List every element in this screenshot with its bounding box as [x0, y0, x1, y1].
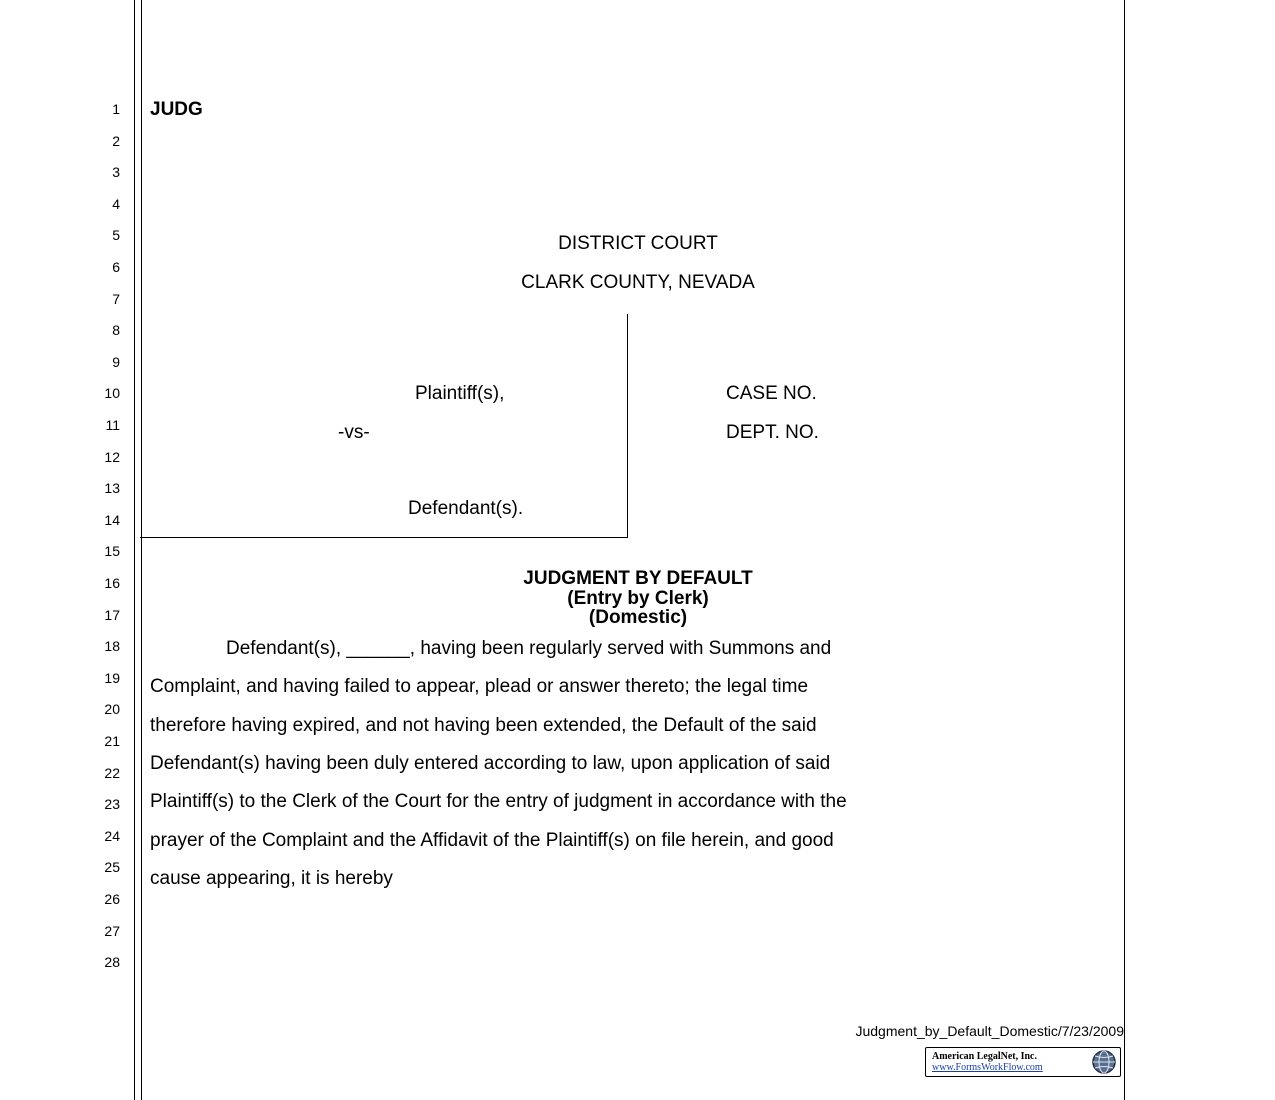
- body-line: Defendant(s) having been duly entered according to law, upon application of said: [150, 753, 831, 774]
- body-line: prayer of the Complaint and the Affidavit of the Plaintiff(s) on file herein, and good: [150, 830, 834, 851]
- line-number: 14: [104, 512, 120, 528]
- form-identifier: Judgment_by_Default_Domestic/7/23/2009: [855, 1023, 1124, 1039]
- globe-icon: [1091, 1049, 1117, 1075]
- line-number: 26: [104, 891, 120, 907]
- line-number: 21: [104, 733, 120, 749]
- document-subtitle-entry: (Entry by Clerk): [567, 588, 709, 609]
- logo-url-link[interactable]: www.FormsWorkFlow.com: [932, 1062, 1043, 1073]
- line-number: 19: [104, 670, 120, 686]
- line-number: 6: [112, 259, 120, 275]
- caption-underline: [140, 537, 628, 538]
- right-margin-rule: [1124, 0, 1125, 1100]
- caption-divider: [627, 314, 628, 538]
- line-number: 18: [104, 638, 120, 654]
- line-number: 3: [112, 164, 120, 180]
- court-county: CLARK COUNTY, NEVADA: [521, 272, 755, 293]
- line-number: 23: [104, 796, 120, 812]
- document-title: JUDGMENT BY DEFAULT: [523, 568, 753, 589]
- body-line: cause appearing, it is hereby: [150, 868, 393, 889]
- line-number: 12: [104, 449, 120, 465]
- line-number: 2: [112, 133, 120, 149]
- left-margin-rule-inner: [141, 0, 142, 1100]
- case-number-label: CASE NO.: [726, 383, 817, 404]
- document-code: JUDG: [150, 99, 203, 120]
- line-number: 1: [112, 101, 120, 117]
- body-line: Plaintiff(s) to the Clerk of the Court for the entry of judgment in accordance with the: [150, 791, 847, 812]
- line-number: 22: [104, 765, 120, 781]
- line-number: 13: [104, 480, 120, 496]
- line-number: 9: [112, 354, 120, 370]
- line-number: 24: [104, 828, 120, 844]
- left-margin-rule-outer: [134, 0, 135, 1100]
- body-line: Complaint, and having failed to appear, plead or answer thereto; the legal time: [150, 676, 809, 697]
- plaintiff-label: Plaintiff(s),: [415, 383, 505, 404]
- line-number: 7: [112, 291, 120, 307]
- line-number: 10: [104, 385, 120, 401]
- body-line: Defendant(s), ______, having been regularly served with Summons and: [226, 638, 832, 659]
- line-number: 5: [112, 227, 120, 243]
- defendant-label: Defendant(s).: [408, 498, 524, 519]
- versus-label: -vs-: [338, 422, 370, 443]
- document-subtitle-domestic: (Domestic): [588, 607, 688, 628]
- department-number-label: DEPT. NO.: [726, 422, 819, 443]
- line-number: 28: [104, 954, 120, 970]
- line-number: 15: [104, 543, 120, 559]
- line-number: 27: [104, 923, 120, 939]
- logo-company-name: American LegalNet, Inc.: [932, 1051, 1037, 1062]
- court-name: DISTRICT COURT: [558, 233, 718, 254]
- body-line: therefore having expired, and not having been extended, the Default of the said: [150, 715, 817, 736]
- line-number: 11: [105, 417, 120, 433]
- line-number: 8: [112, 322, 120, 338]
- line-number: 4: [112, 196, 120, 212]
- line-number: 17: [104, 607, 120, 623]
- line-number: 25: [104, 859, 120, 875]
- line-number: 16: [104, 575, 120, 591]
- american-legalnet-logo[interactable]: [925, 1047, 1121, 1077]
- line-number: 20: [104, 701, 120, 717]
